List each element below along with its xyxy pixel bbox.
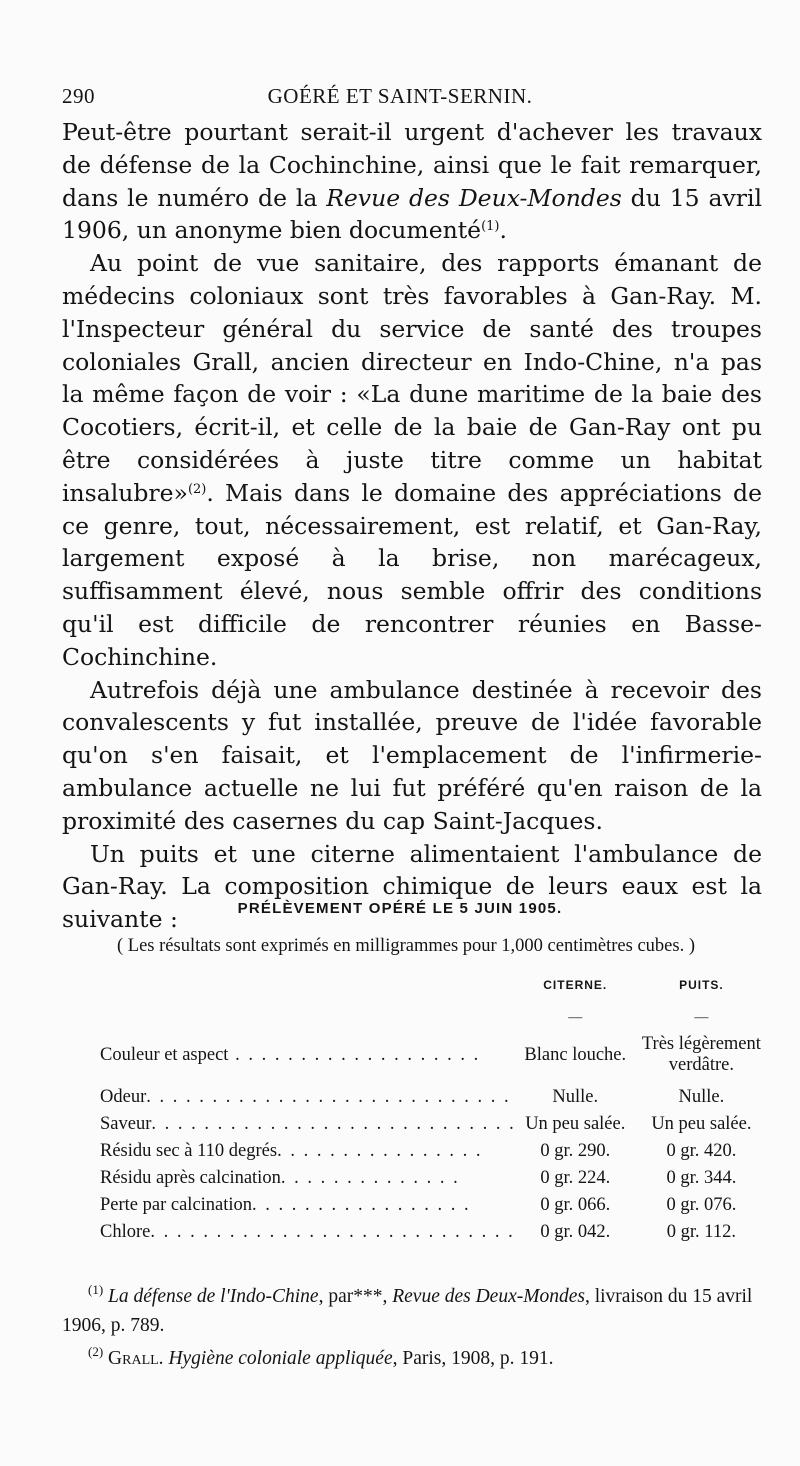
row-label: Couleur et aspect . . . . . . . . . . . . . . . . . . .	[100, 1044, 481, 1065]
p1-text-a: Peut-être pourtant serait-il urgent d'achever les travaux de défense de la Cochinchine, ainsi que le fait remarquer, dans le numéro de la	[62, 118, 762, 212]
citerne-value: Un peu salée.	[525, 1114, 626, 1134]
footnote-1-text-a: , par***,	[318, 1286, 393, 1307]
p1-text-c: .	[499, 216, 507, 245]
table-row	[100, 1084, 768, 1111]
citerne-value: 0 gr. 066.	[540, 1195, 611, 1215]
citerne-value: 0 gr. 290.	[540, 1141, 611, 1161]
header-dash-row	[100, 1010, 768, 1026]
citerne-value: 0 gr. 042.	[540, 1222, 611, 1242]
footnote-2-text-b: , Paris, 1908, p. 191.	[392, 1348, 554, 1369]
header-citerne: CITERNE.	[543, 978, 608, 992]
table-caption: PRÉLÈVEMENT OPÉRÉ LE 5 JUIN 1905.	[237, 900, 563, 917]
footnote-2-title: Hygiène coloniale appliquée	[168, 1348, 393, 1369]
page-header	[62, 84, 738, 118]
row-label: Résidu sec à 110 degrés. . . . . . . . . . . . . . . .	[100, 1141, 483, 1161]
paragraph-3: Autrefois déjà une ambulance destinée à recevoir des convalescents y fut installée, preuve de l'idée favorable qu'on s'en faisait, et l'emplacement de l'infirmerie-ambulance actuelle ne lui fut préféré qu'en raison de la proximité des casernes du cap Saint-Jacques.	[62, 675, 762, 835]
row-label: Résidu après calcination. . . . . . . . . . . . . .	[100, 1168, 460, 1188]
puits-value: 0 gr. 344.	[666, 1168, 737, 1188]
footnote-1-text-b: , livraison du 15 avril 1906, p. 789.	[62, 1286, 753, 1336]
table-header-row	[100, 978, 768, 1010]
header-blank	[100, 978, 516, 1010]
puits-value: Nulle.	[678, 1087, 725, 1107]
puits-value: Très légèrement verdâtre.	[641, 1034, 761, 1075]
paragraph-1	[62, 116, 762, 247]
row-label: Perte par calcination. . . . . . . . . . . . . . . . .	[100, 1195, 471, 1215]
dash-blank	[100, 1010, 516, 1026]
paragraph-2	[62, 247, 762, 673]
table-row	[100, 1111, 768, 1138]
table-row	[100, 1026, 768, 1084]
footnote-ref-2: (2)	[187, 481, 207, 497]
dash-puits: —	[694, 1010, 709, 1025]
footnote-1-journal: Revue des Deux-Mondes	[392, 1286, 585, 1307]
footnote-ref-1: (1)	[481, 219, 500, 235]
footnote-2	[62, 1344, 772, 1373]
p1-text-b: du 15 avril 1906, un anonyme bien documenté	[62, 183, 763, 245]
p1-journal-title: Revue des Deux-Mondes	[326, 183, 622, 212]
puits-value: 0 gr. 420.	[666, 1141, 737, 1161]
header-puits: PUITS.	[679, 978, 724, 992]
footnote-2-author: Grall.	[108, 1348, 164, 1369]
row-label: Odeur. . . . . . . . . . . . . . . . . . . . . . . . . . . .	[100, 1087, 511, 1107]
puits-value: Un peu salée.	[651, 1114, 752, 1134]
table-row	[100, 1165, 768, 1192]
table-row	[100, 1192, 768, 1219]
dash-citerne: —	[568, 1010, 583, 1025]
row-label: Saveur. . . . . . . . . . . . . . . . . . . . . . . . . . . .	[100, 1114, 516, 1134]
citerne-value: 0 gr. 224.	[540, 1168, 611, 1188]
footnote-1-title: La défense de l'Indo-Chine	[108, 1286, 319, 1307]
page-number: 290	[62, 84, 95, 108]
footnotes	[62, 1282, 772, 1373]
p2-text-b: . Mais dans le domaine des appréciations de ce genre, tout, nécessairement, est relatif, et Gan-Ray, largement exposé à la brise, non marécageux, suffisamment élevé, nous semble offrir des conditions qu'il est difficile de rencontrer réunies en Basse-Cochinchine.	[62, 478, 762, 671]
table-subcaption: ( Les résultats sont exprimés en milligrammes pour 1,000 centimètres cubes. )	[117, 936, 695, 956]
puits-value: 0 gr. 112.	[666, 1222, 737, 1242]
puits-value: 0 gr. 076.	[666, 1195, 737, 1215]
p2-text-a: Au point de vue sanitaire, des rapports émanant de médecins coloniaux sont très favorables à Gan-Ray. M. l'Inspecteur général du service de santé des troupes coloniales Grall, ancien directeur en Indo-Chine, n'a pas la même façon de voir : «La dune maritime de la baie des Cocotiers, écrit-il, et celle de la baie de Gan-Ray ont pu être considérées à juste titre comme un habitat insalubre»	[62, 249, 762, 507]
citerne-value: Nulle.	[552, 1087, 599, 1107]
row-label: Chlore. . . . . . . . . . . . . . . . . . . . . . . . . . . .	[100, 1222, 515, 1242]
body-text	[62, 116, 762, 936]
paragraph-4: Un puits et une citerne alimentaient l'ambulance de Gan-Ray. La composition chimique de leurs eaux est la suivante :	[62, 839, 762, 934]
running-title: GOÉRÉ ET SAINT-SERNIN.	[267, 84, 533, 108]
analysis-table	[100, 978, 768, 1246]
citerne-value: Blanc louche.	[524, 1044, 627, 1065]
table-row	[100, 1138, 768, 1165]
footnote-2-mark: (2)	[88, 1344, 104, 1359]
footnote-1-mark: (1)	[88, 1282, 104, 1297]
table-row	[100, 1219, 768, 1246]
footnote-1	[62, 1282, 772, 1340]
